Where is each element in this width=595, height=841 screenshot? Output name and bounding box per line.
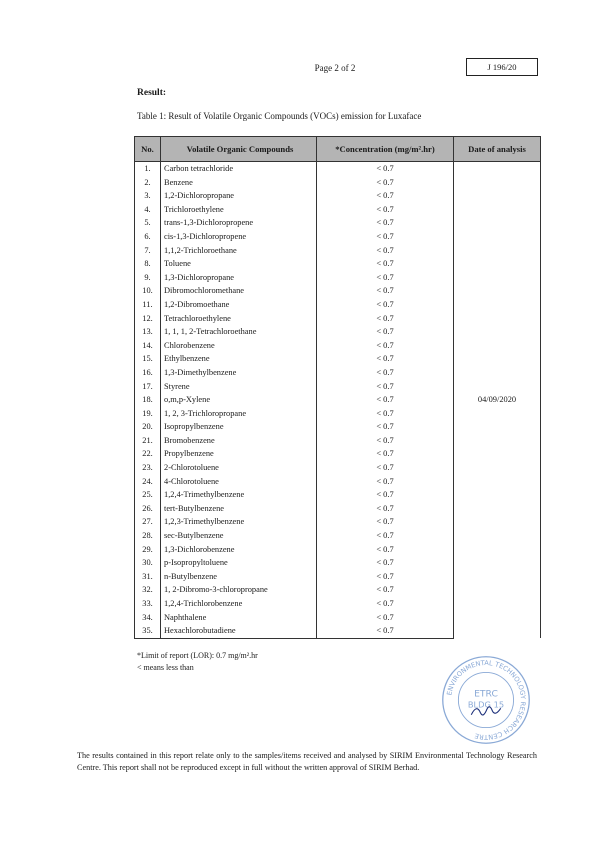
row-number: 2. xyxy=(135,176,161,190)
row-number: 8. xyxy=(135,257,161,271)
header-concentration: *Concentration (mg/m².hr) xyxy=(317,137,454,162)
compound-name: Chlorobenzene xyxy=(161,339,317,353)
stamp-line2: BLDG 15 xyxy=(467,699,505,710)
row-number: 35. xyxy=(135,624,161,638)
concentration-value: < 0.7 xyxy=(317,298,454,312)
concentration-value: < 0.7 xyxy=(317,447,454,461)
concentration-value: < 0.7 xyxy=(317,488,454,502)
compound-name: 1,1,2-Trichloroethane xyxy=(161,244,317,258)
row-number: 22. xyxy=(135,447,161,461)
row-number: 21. xyxy=(135,434,161,448)
compound-name: Ethylbenzene xyxy=(161,352,317,366)
compound-name: 1,3-Dimethylbenzene xyxy=(161,366,317,380)
concentration-value: < 0.7 xyxy=(317,216,454,230)
concentration-value: < 0.7 xyxy=(317,380,454,394)
compound-name: Carbon tetrachloride xyxy=(161,162,317,176)
row-number: 1. xyxy=(135,162,161,176)
etrc-stamp xyxy=(440,654,532,746)
row-number: 3. xyxy=(135,189,161,203)
table-body xyxy=(135,162,541,639)
date-of-analysis: 04/09/2020 xyxy=(454,162,541,639)
concentration-value: < 0.7 xyxy=(317,515,454,529)
row-number: 31. xyxy=(135,570,161,584)
compound-name: trans-1,3-Dichloropropene xyxy=(161,216,317,230)
row-number: 29. xyxy=(135,543,161,557)
concentration-value: < 0.7 xyxy=(317,176,454,190)
row-number: 18. xyxy=(135,393,161,407)
concentration-value: < 0.7 xyxy=(317,570,454,584)
compound-name: n-Butylbenzene xyxy=(161,570,317,584)
row-number: 34. xyxy=(135,611,161,625)
compound-name: cis-1,3-Dichloropropene xyxy=(161,230,317,244)
table-header-row xyxy=(135,137,541,162)
lor-note: *Limit of report (LOR): 0.7 mg/m².hr xyxy=(137,651,258,660)
concentration-value: < 0.7 xyxy=(317,162,454,176)
row-number: 23. xyxy=(135,461,161,475)
header-compound: Volatile Organic Compounds xyxy=(161,137,317,162)
report-reference-box: J 196/20 xyxy=(466,58,538,76)
less-than-note: < means less than xyxy=(137,663,194,672)
compound-name: Dibromochloromethane xyxy=(161,284,317,298)
row-number: 12. xyxy=(135,312,161,326)
compound-name: 1,2,3-Trimethylbenzene xyxy=(161,515,317,529)
compound-name: Toluene xyxy=(161,257,317,271)
concentration-value: < 0.7 xyxy=(317,244,454,258)
row-number: 33. xyxy=(135,597,161,611)
row-number: 27. xyxy=(135,515,161,529)
compound-name: o,m,p-Xylene xyxy=(161,393,317,407)
row-number: 16. xyxy=(135,366,161,380)
compound-name: Naphthalene xyxy=(161,611,317,625)
concentration-value: < 0.7 xyxy=(317,325,454,339)
voc-results-table xyxy=(134,136,541,639)
row-number: 11. xyxy=(135,298,161,312)
compound-name: 1, 2-Dibromo-3-chloropropane xyxy=(161,583,317,597)
compound-name: 1,3-Dichlorobenzene xyxy=(161,543,317,557)
compound-name: 1,2,4-Trichlorobenzene xyxy=(161,597,317,611)
row-number: 19. xyxy=(135,407,161,421)
concentration-value: < 0.7 xyxy=(317,339,454,353)
compound-name: Trichloroethylene xyxy=(161,203,317,217)
compound-name: Styrene xyxy=(161,380,317,394)
row-number: 6. xyxy=(135,230,161,244)
table-row xyxy=(135,162,541,176)
concentration-value: < 0.7 xyxy=(317,284,454,298)
row-number: 4. xyxy=(135,203,161,217)
concentration-value: < 0.7 xyxy=(317,257,454,271)
compound-name: 1, 2, 3-Trichloropropane xyxy=(161,407,317,421)
row-number: 24. xyxy=(135,475,161,489)
concentration-value: < 0.7 xyxy=(317,475,454,489)
concentration-value: < 0.7 xyxy=(317,420,454,434)
compound-name: Isopropylbenzene xyxy=(161,420,317,434)
concentration-value: < 0.7 xyxy=(317,597,454,611)
row-number: 15. xyxy=(135,352,161,366)
concentration-value: < 0.7 xyxy=(317,312,454,326)
compound-name: Hexachlorobutadiene xyxy=(161,624,317,638)
concentration-value: < 0.7 xyxy=(317,461,454,475)
row-number: 17. xyxy=(135,380,161,394)
compound-name: 1,3-Dichloropropane xyxy=(161,271,317,285)
row-number: 10. xyxy=(135,284,161,298)
concentration-value: < 0.7 xyxy=(317,230,454,244)
compound-name: Tetrachloroethylene xyxy=(161,312,317,326)
row-number: 20. xyxy=(135,420,161,434)
compound-name: sec-Butylbenzene xyxy=(161,529,317,543)
compound-name: Bromobenzene xyxy=(161,434,317,448)
concentration-value: < 0.7 xyxy=(317,434,454,448)
concentration-value: < 0.7 xyxy=(317,502,454,516)
concentration-value: < 0.7 xyxy=(317,583,454,597)
compound-name: Benzene xyxy=(161,176,317,190)
stamp-line1: ETRC xyxy=(474,688,498,700)
row-number: 32. xyxy=(135,583,161,597)
stamp-ring-text: ENVIRONMENTAL TECHNOLOGY RESEARCH CENTRE xyxy=(445,659,527,741)
concentration-value: < 0.7 xyxy=(317,529,454,543)
row-number: 5. xyxy=(135,216,161,230)
result-heading: Result: xyxy=(137,88,167,98)
header-no: No. xyxy=(135,137,161,162)
compound-name: tert-Butylbenzene xyxy=(161,502,317,516)
compound-name: 1,2-Dichloropropane xyxy=(161,189,317,203)
disclaimer-footer: The results contained in this report relate only to the samples/items received and analysed by SIRIM Environmental Technology Research Centre. This report shall not be reproduced except in full without the written approval of SIRIM Berhad. xyxy=(77,751,537,772)
concentration-value: < 0.7 xyxy=(317,407,454,421)
row-number: 13. xyxy=(135,325,161,339)
row-number: 28. xyxy=(135,529,161,543)
concentration-value: < 0.7 xyxy=(317,624,454,638)
header-date: Date of analysis xyxy=(454,137,541,162)
compound-name: Propylbenzene xyxy=(161,447,317,461)
row-number: 14. xyxy=(135,339,161,353)
row-number: 9. xyxy=(135,271,161,285)
compound-name: 2-Chlorotoluene xyxy=(161,461,317,475)
concentration-value: < 0.7 xyxy=(317,543,454,557)
table-caption: Table 1: Result of Volatile Organic Compounds (VOCs) emission for Luxaface xyxy=(137,111,422,121)
row-number: 30. xyxy=(135,556,161,570)
compound-name: p-Isopropyltoluene xyxy=(161,556,317,570)
page-number: Page 2 of 2 xyxy=(314,63,356,73)
concentration-value: < 0.7 xyxy=(317,203,454,217)
concentration-value: < 0.7 xyxy=(317,189,454,203)
compound-name: 4-Chlorotoluene xyxy=(161,475,317,489)
concentration-value: < 0.7 xyxy=(317,556,454,570)
compound-name: 1, 1, 1, 2-Tetrachloroethane xyxy=(161,325,317,339)
concentration-value: < 0.7 xyxy=(317,366,454,380)
concentration-value: < 0.7 xyxy=(317,271,454,285)
compound-name: 1,2-Dibromoethane xyxy=(161,298,317,312)
concentration-value: < 0.7 xyxy=(317,393,454,407)
row-number: 26. xyxy=(135,502,161,516)
row-number: 25. xyxy=(135,488,161,502)
row-number: 7. xyxy=(135,244,161,258)
compound-name: 1,2,4-Trimethylbenzene xyxy=(161,488,317,502)
concentration-value: < 0.7 xyxy=(317,352,454,366)
concentration-value: < 0.7 xyxy=(317,611,454,625)
